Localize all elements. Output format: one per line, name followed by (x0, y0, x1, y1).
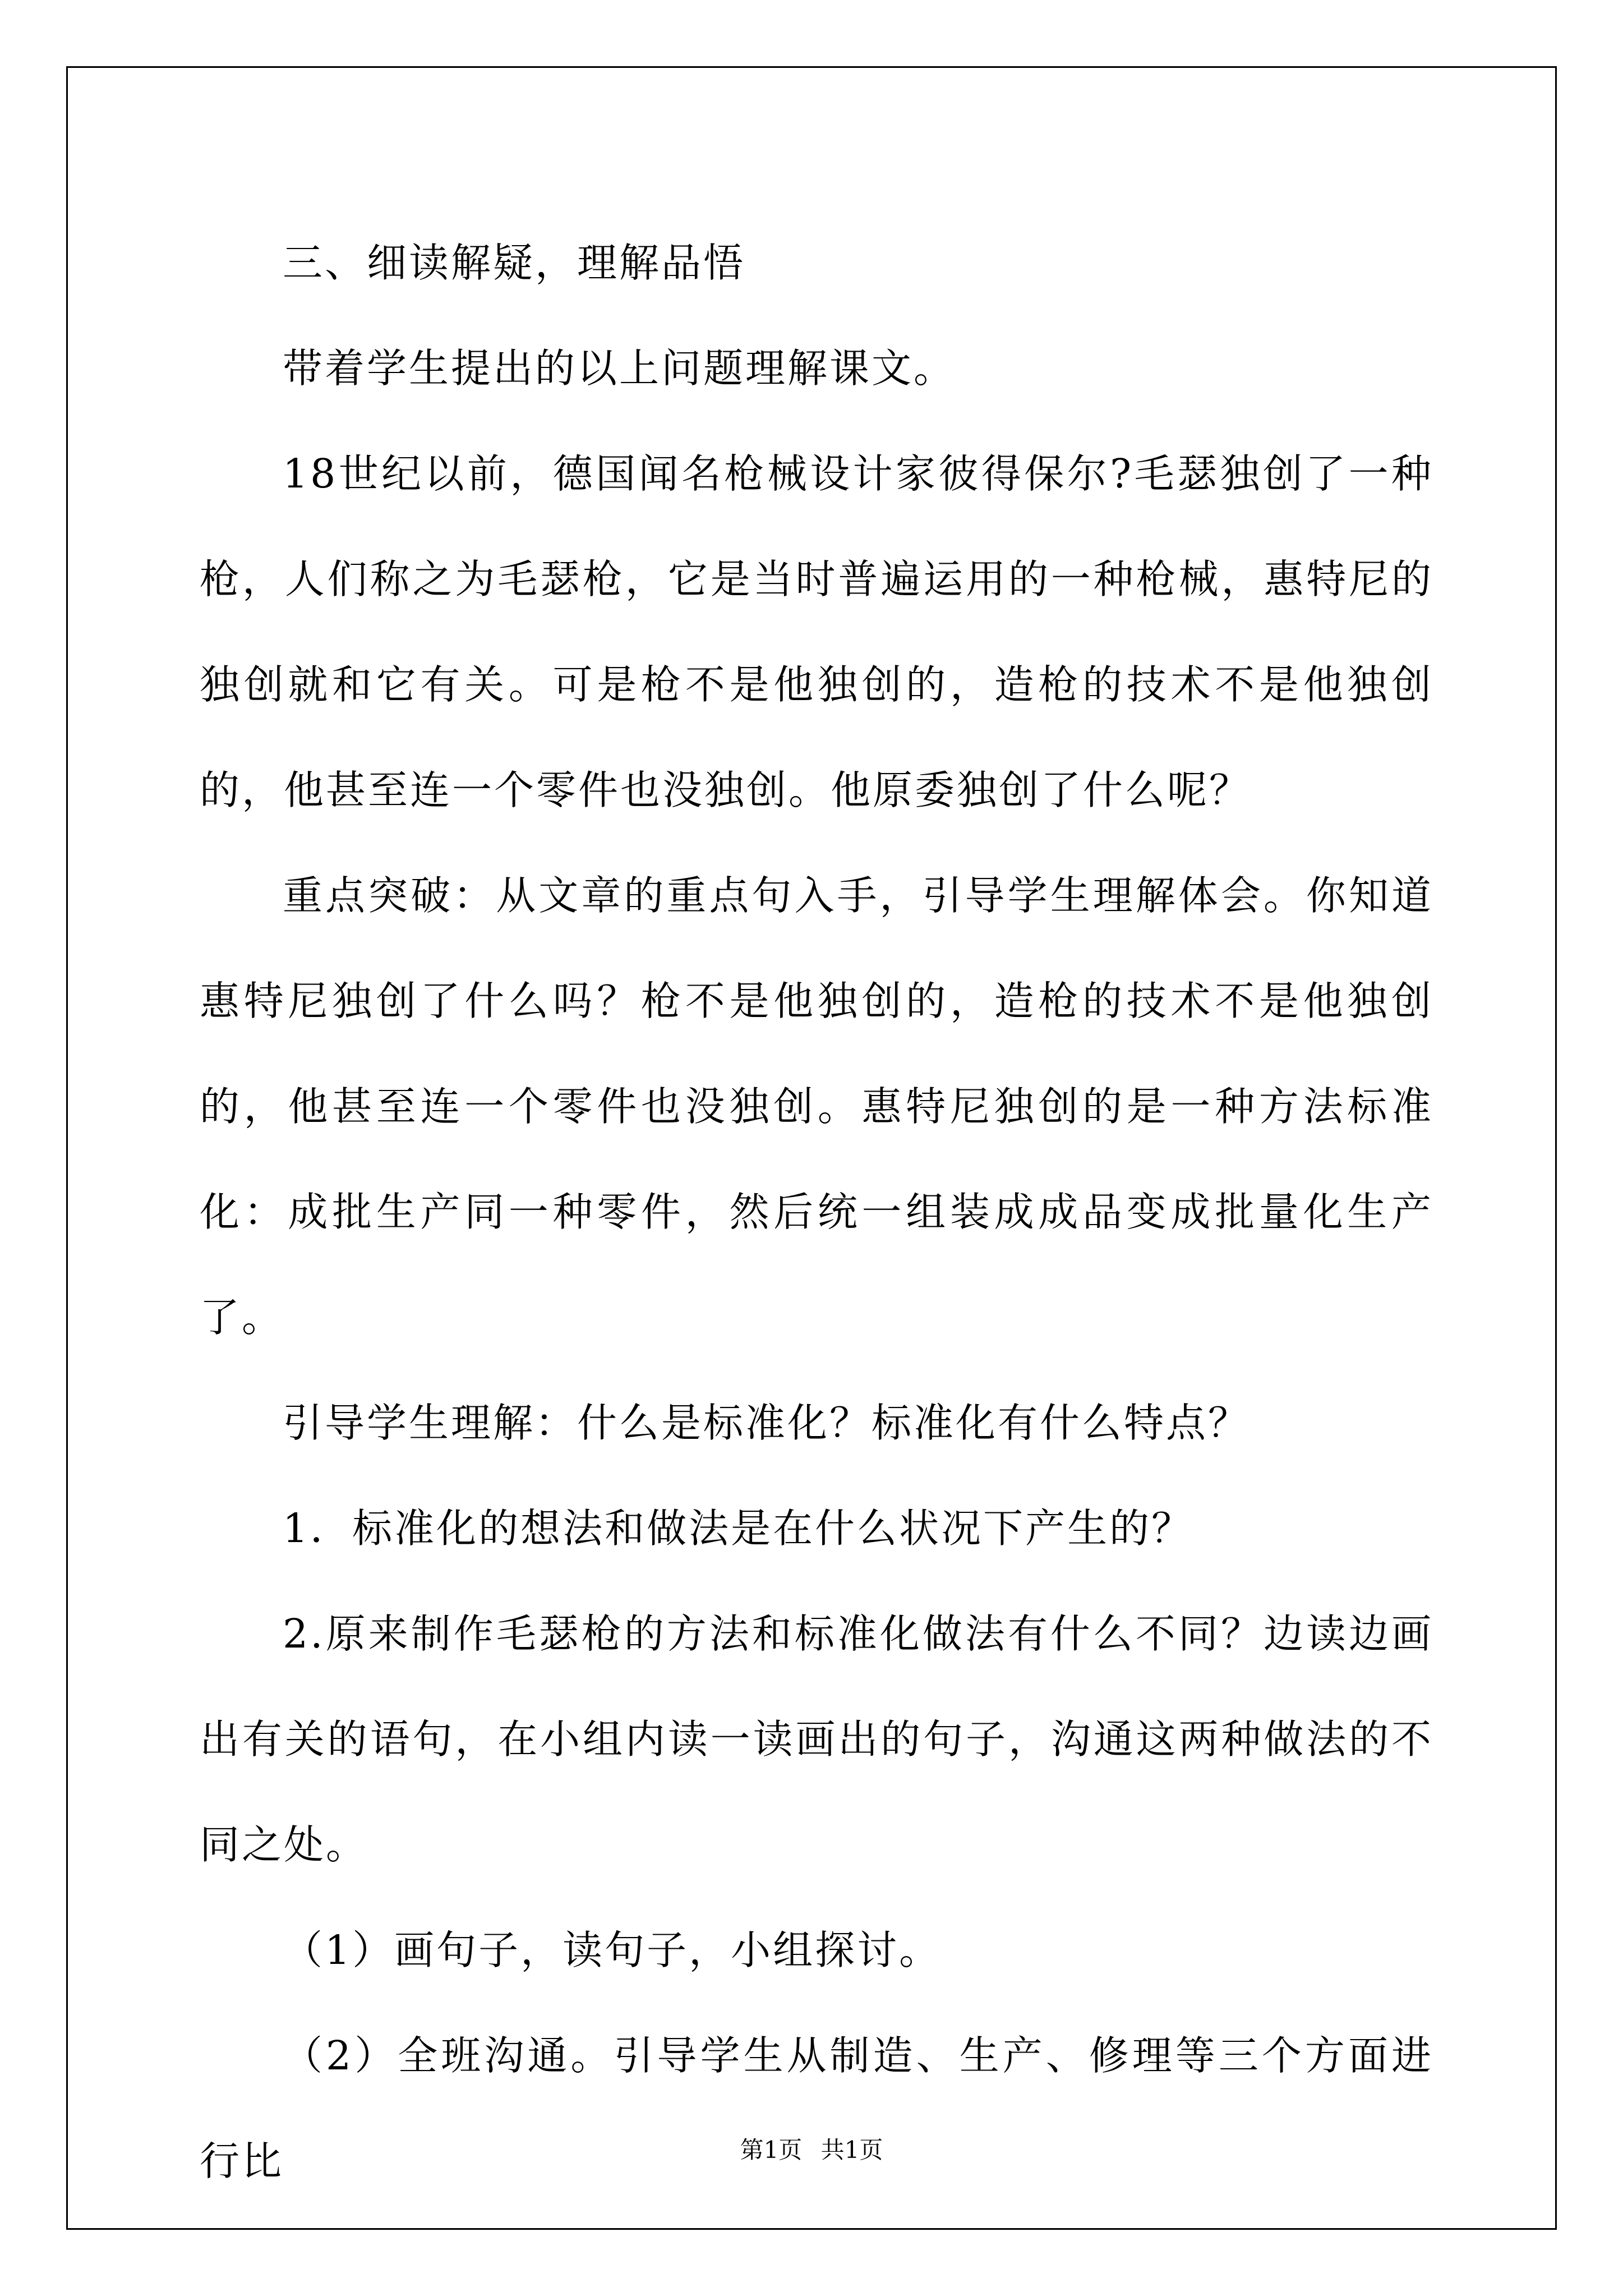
document-body (200, 210, 1433, 2214)
page-number: 第1页 (740, 2136, 803, 2164)
page-total: 共1页 (820, 2136, 883, 2164)
paragraph: 1．标准化的想法和做法是在什么状况下产生的？ (283, 1505, 1194, 1552)
paragraph: 18世纪以前，德国闻名枪械设计家彼得保尔?毛瑟独创了一种枪，人们称之为毛瑟枪，它是当时普遍运用的一种枪械，惠特尼的独创就和它有关。可是枪不是他独创的，造枪的技术不是他独创的，他甚至连一个零件也没独创。他原委独创了什么呢？ (200, 450, 1433, 813)
paragraph: 三、细读解疑，理解品悟 (283, 240, 746, 286)
paragraph: 带着学生提出的以上问题理解课文。 (283, 345, 956, 392)
paragraph: （1）画句子，读句子，小组探讨。 (283, 1927, 942, 1973)
paragraph: 2.原来制作毛瑟枪的方法和标准化做法有什么不同？边读边画出有关的语句，在小组内读一读画出的句子，沟通这两种做法的不同之处。 (200, 1611, 1433, 1868)
page-footer (0, 2132, 1623, 2165)
paragraph: 重点突破：从文章的重点句入手，引导学生理解体会。你知道惠特尼独创了什么吗？枪不是他独创的，造枪的技术不是他独创的，他甚至连一个零件也没独创。惠特尼独创的是一种方法标准化：成批生产同一种零件，然后统一组装成成品变成批量化生产了。 (200, 872, 1433, 1341)
paragraph: （2）全班沟通。引导学生从制造、生产、修理等三个方面进行比 (200, 2032, 1433, 2184)
paragraph: 引导学生理解：什么是标准化？标准化有什么特点？ (283, 1400, 1251, 1446)
